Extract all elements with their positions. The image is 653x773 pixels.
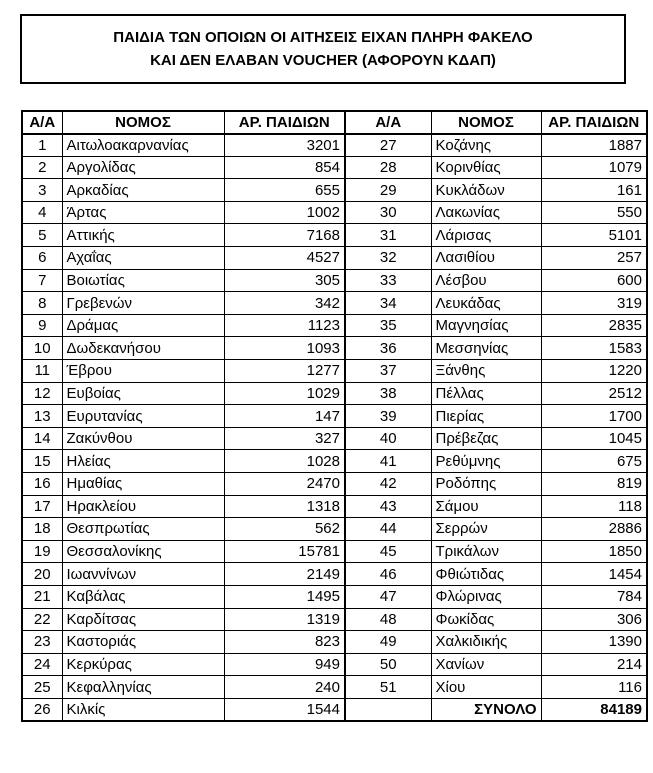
header-paidia-right: ΑΡ. ΠΑΙΔΙΩΝ — [541, 111, 647, 134]
right-children-count-cell: 2835 — [541, 314, 647, 337]
right-children-count-cell: 1390 — [541, 631, 647, 654]
left-children-count-cell: 15781 — [224, 540, 345, 563]
right-children-count-cell: 1583 — [541, 337, 647, 360]
left-prefecture-cell: Αργολίδας — [62, 156, 224, 179]
left-prefecture-cell: Αχαΐας — [62, 247, 224, 270]
right-children-count-cell: 161 — [541, 179, 647, 202]
left-aa-cell: 5 — [22, 224, 62, 247]
table-row — [22, 224, 647, 247]
table-row — [22, 427, 647, 450]
left-aa-cell: 15 — [22, 450, 62, 473]
right-prefecture-cell: Τρικάλων — [431, 540, 541, 563]
left-aa-cell: 12 — [22, 382, 62, 405]
right-aa-cell: 46 — [345, 563, 431, 586]
right-aa-cell: 50 — [345, 653, 431, 676]
table-row — [22, 201, 647, 224]
right-children-count-cell: 1454 — [541, 563, 647, 586]
left-children-count-cell: 2149 — [224, 563, 345, 586]
right-prefecture-cell: Ρεθύμνης — [431, 450, 541, 473]
left-children-count-cell: 240 — [224, 676, 345, 699]
right-prefecture-cell: Κυκλάδων — [431, 179, 541, 202]
right-aa-cell: 29 — [345, 179, 431, 202]
left-aa-cell: 8 — [22, 292, 62, 315]
table-row — [22, 314, 647, 337]
table-header-row — [22, 111, 647, 134]
left-aa-cell: 2 — [22, 156, 62, 179]
right-aa-cell: 28 — [345, 156, 431, 179]
left-aa-cell: 26 — [22, 698, 62, 721]
left-aa-cell: 24 — [22, 653, 62, 676]
right-aa-cell: 36 — [345, 337, 431, 360]
left-prefecture-cell: Δωδεκανήσου — [62, 337, 224, 360]
left-aa-cell: 7 — [22, 269, 62, 292]
right-prefecture-cell: Λάρισας — [431, 224, 541, 247]
right-children-count-cell: 819 — [541, 473, 647, 496]
left-children-count-cell: 7168 — [224, 224, 345, 247]
left-aa-cell: 16 — [22, 473, 62, 496]
left-aa-cell: 22 — [22, 608, 62, 631]
table-row-total — [22, 698, 647, 721]
left-prefecture-cell: Ευβοίας — [62, 382, 224, 405]
table-row — [22, 156, 647, 179]
left-prefecture-cell: Κερκύρας — [62, 653, 224, 676]
right-children-count-cell: 1887 — [541, 134, 647, 157]
right-children-count-cell: 1079 — [541, 156, 647, 179]
left-children-count-cell: 1495 — [224, 585, 345, 608]
header-nomos-left: ΝΟΜΟΣ — [62, 111, 224, 134]
left-prefecture-cell: Καστοριάς — [62, 631, 224, 654]
table-row — [22, 653, 647, 676]
left-prefecture-cell: Καβάλας — [62, 585, 224, 608]
left-aa-cell: 18 — [22, 518, 62, 541]
header-paidia-left: ΑΡ. ΠΑΙΔΙΩΝ — [224, 111, 345, 134]
left-prefecture-cell: Άρτας — [62, 201, 224, 224]
right-prefecture-cell: Φωκίδας — [431, 608, 541, 631]
right-children-count-cell: 2886 — [541, 518, 647, 541]
left-prefecture-cell: Δράμας — [62, 314, 224, 337]
right-prefecture-cell: Χαλκιδικής — [431, 631, 541, 654]
right-children-count-cell: 550 — [541, 201, 647, 224]
right-prefecture-cell: Μεσσηνίας — [431, 337, 541, 360]
left-prefecture-cell: Ηλείας — [62, 450, 224, 473]
right-prefecture-cell: Λέσβου — [431, 269, 541, 292]
left-prefecture-cell: Αρκαδίας — [62, 179, 224, 202]
header-aa-right: Α/Α — [345, 111, 431, 134]
right-aa-cell: 43 — [345, 495, 431, 518]
total-value-cell: 84189 — [541, 698, 647, 721]
right-aa-cell: 37 — [345, 360, 431, 383]
right-aa-cell: 33 — [345, 269, 431, 292]
left-prefecture-cell: Κεφαλληνίας — [62, 676, 224, 699]
left-children-count-cell: 305 — [224, 269, 345, 292]
left-children-count-cell: 854 — [224, 156, 345, 179]
left-aa-cell: 3 — [22, 179, 62, 202]
right-prefecture-cell: Χίου — [431, 676, 541, 699]
right-aa-cell: 31 — [345, 224, 431, 247]
title-line-1: ΠΑΙΔΙΑ ΤΩΝ ΟΠΟΙΩΝ ΟΙ ΑΙΤΗΣΕΙΣ ΕΙΧΑΝ ΠΛΗΡΗ ΦΑΚΕΛΟ — [113, 29, 533, 46]
left-children-count-cell: 1002 — [224, 201, 345, 224]
right-aa-cell: 30 — [345, 201, 431, 224]
left-prefecture-cell: Ιωαννίνων — [62, 563, 224, 586]
left-children-count-cell: 655 — [224, 179, 345, 202]
right-children-count-cell: 306 — [541, 608, 647, 631]
table-row — [22, 247, 647, 270]
left-aa-cell: 11 — [22, 360, 62, 383]
left-children-count-cell: 1029 — [224, 382, 345, 405]
right-children-count-cell: 214 — [541, 653, 647, 676]
right-children-count-cell: 257 — [541, 247, 647, 270]
right-prefecture-cell: Φλώρινας — [431, 585, 541, 608]
table-row — [22, 495, 647, 518]
right-prefecture-cell: Ξάνθης — [431, 360, 541, 383]
right-prefecture-cell: Χανίων — [431, 653, 541, 676]
right-children-count-cell: 118 — [541, 495, 647, 518]
right-prefecture-cell: Σάμου — [431, 495, 541, 518]
right-children-count-cell: 2512 — [541, 382, 647, 405]
left-aa-cell: 6 — [22, 247, 62, 270]
left-aa-cell: 10 — [22, 337, 62, 360]
table-row — [22, 450, 647, 473]
left-children-count-cell: 1319 — [224, 608, 345, 631]
right-prefecture-cell: Λασιθίου — [431, 247, 541, 270]
left-children-count-cell: 1544 — [224, 698, 345, 721]
header-nomos-right: ΝΟΜΟΣ — [431, 111, 541, 134]
left-prefecture-cell: Κιλκίς — [62, 698, 224, 721]
table-row — [22, 676, 647, 699]
right-prefecture-cell: Πρέβεζας — [431, 427, 541, 450]
table-row — [22, 563, 647, 586]
right-children-count-cell: 784 — [541, 585, 647, 608]
left-aa-cell: 1 — [22, 134, 62, 157]
left-children-count-cell: 147 — [224, 405, 345, 428]
left-aa-cell: 4 — [22, 201, 62, 224]
table-row — [22, 292, 647, 315]
table-body — [22, 134, 647, 721]
right-children-count-cell: 319 — [541, 292, 647, 315]
table-row — [22, 473, 647, 496]
right-children-count-cell: 1850 — [541, 540, 647, 563]
left-prefecture-cell: Γρεβενών — [62, 292, 224, 315]
right-aa-cell: 51 — [345, 676, 431, 699]
right-aa-cell: 44 — [345, 518, 431, 541]
left-children-count-cell: 1093 — [224, 337, 345, 360]
left-prefecture-cell: Ημαθίας — [62, 473, 224, 496]
left-aa-cell: 13 — [22, 405, 62, 428]
right-prefecture-cell: Κοζάνης — [431, 134, 541, 157]
right-children-count-cell: 600 — [541, 269, 647, 292]
right-aa-cell — [345, 698, 431, 721]
right-prefecture-cell: Φθιώτιδας — [431, 563, 541, 586]
left-prefecture-cell: Ζακύνθου — [62, 427, 224, 450]
right-children-count-cell: 1045 — [541, 427, 647, 450]
right-prefecture-cell: Ροδόπης — [431, 473, 541, 496]
left-children-count-cell: 342 — [224, 292, 345, 315]
table-row — [22, 631, 647, 654]
right-aa-cell: 41 — [345, 450, 431, 473]
left-children-count-cell: 3201 — [224, 134, 345, 157]
right-aa-cell: 38 — [345, 382, 431, 405]
table-row — [22, 179, 647, 202]
left-children-count-cell: 562 — [224, 518, 345, 541]
table-row — [22, 608, 647, 631]
right-aa-cell: 39 — [345, 405, 431, 428]
right-aa-cell: 40 — [345, 427, 431, 450]
title-line-2: ΚΑΙ ΔΕΝ ΕΛΑΒΑΝ VOUCHER (ΑΦΟΡΟΥΝ ΚΔΑΠ) — [150, 52, 496, 69]
left-prefecture-cell: Αττικής — [62, 224, 224, 247]
title-box — [20, 14, 626, 84]
left-prefecture-cell: Ευρυτανίας — [62, 405, 224, 428]
table-row — [22, 360, 647, 383]
right-prefecture-cell: Πέλλας — [431, 382, 541, 405]
right-aa-cell: 35 — [345, 314, 431, 337]
right-aa-cell: 45 — [345, 540, 431, 563]
left-prefecture-cell: Θεσσαλονίκης — [62, 540, 224, 563]
left-children-count-cell: 949 — [224, 653, 345, 676]
right-prefecture-cell: Μαγνησίας — [431, 314, 541, 337]
table-row — [22, 382, 647, 405]
left-prefecture-cell: Βοιωτίας — [62, 269, 224, 292]
left-children-count-cell: 1277 — [224, 360, 345, 383]
total-label-cell: ΣΥΝΟΛΟ — [431, 698, 541, 721]
table-row — [22, 540, 647, 563]
right-children-count-cell: 1220 — [541, 360, 647, 383]
right-prefecture-cell: Πιερίας — [431, 405, 541, 428]
right-children-count-cell: 5101 — [541, 224, 647, 247]
right-prefecture-cell: Λευκάδας — [431, 292, 541, 315]
left-prefecture-cell: Καρδίτσας — [62, 608, 224, 631]
left-aa-cell: 20 — [22, 563, 62, 586]
table-row — [22, 269, 647, 292]
left-children-count-cell: 1123 — [224, 314, 345, 337]
right-aa-cell: 48 — [345, 608, 431, 631]
left-aa-cell: 17 — [22, 495, 62, 518]
right-prefecture-cell: Κορινθίας — [431, 156, 541, 179]
table-row — [22, 405, 647, 428]
table-row — [22, 585, 647, 608]
right-aa-cell: 32 — [345, 247, 431, 270]
right-prefecture-cell: Σερρών — [431, 518, 541, 541]
table-row — [22, 134, 647, 157]
left-aa-cell: 14 — [22, 427, 62, 450]
right-aa-cell: 42 — [345, 473, 431, 496]
left-prefecture-cell: Έβρου — [62, 360, 224, 383]
right-aa-cell: 47 — [345, 585, 431, 608]
left-children-count-cell: 1028 — [224, 450, 345, 473]
left-children-count-cell: 327 — [224, 427, 345, 450]
right-aa-cell: 27 — [345, 134, 431, 157]
left-children-count-cell: 1318 — [224, 495, 345, 518]
left-aa-cell: 23 — [22, 631, 62, 654]
left-children-count-cell: 823 — [224, 631, 345, 654]
left-aa-cell: 25 — [22, 676, 62, 699]
table-row — [22, 518, 647, 541]
right-children-count-cell: 116 — [541, 676, 647, 699]
table-row — [22, 337, 647, 360]
left-aa-cell: 21 — [22, 585, 62, 608]
right-children-count-cell: 1700 — [541, 405, 647, 428]
left-aa-cell: 19 — [22, 540, 62, 563]
left-prefecture-cell: Αιτωλοακαρνανίας — [62, 134, 224, 157]
left-prefecture-cell: Ηρακλείου — [62, 495, 224, 518]
right-prefecture-cell: Λακωνίας — [431, 201, 541, 224]
left-children-count-cell: 4527 — [224, 247, 345, 270]
left-children-count-cell: 2470 — [224, 473, 345, 496]
right-aa-cell: 49 — [345, 631, 431, 654]
header-aa-left: Α/Α — [22, 111, 62, 134]
children-by-prefecture-table — [21, 110, 648, 722]
right-children-count-cell: 675 — [541, 450, 647, 473]
left-aa-cell: 9 — [22, 314, 62, 337]
right-aa-cell: 34 — [345, 292, 431, 315]
left-prefecture-cell: Θεσπρωτίας — [62, 518, 224, 541]
